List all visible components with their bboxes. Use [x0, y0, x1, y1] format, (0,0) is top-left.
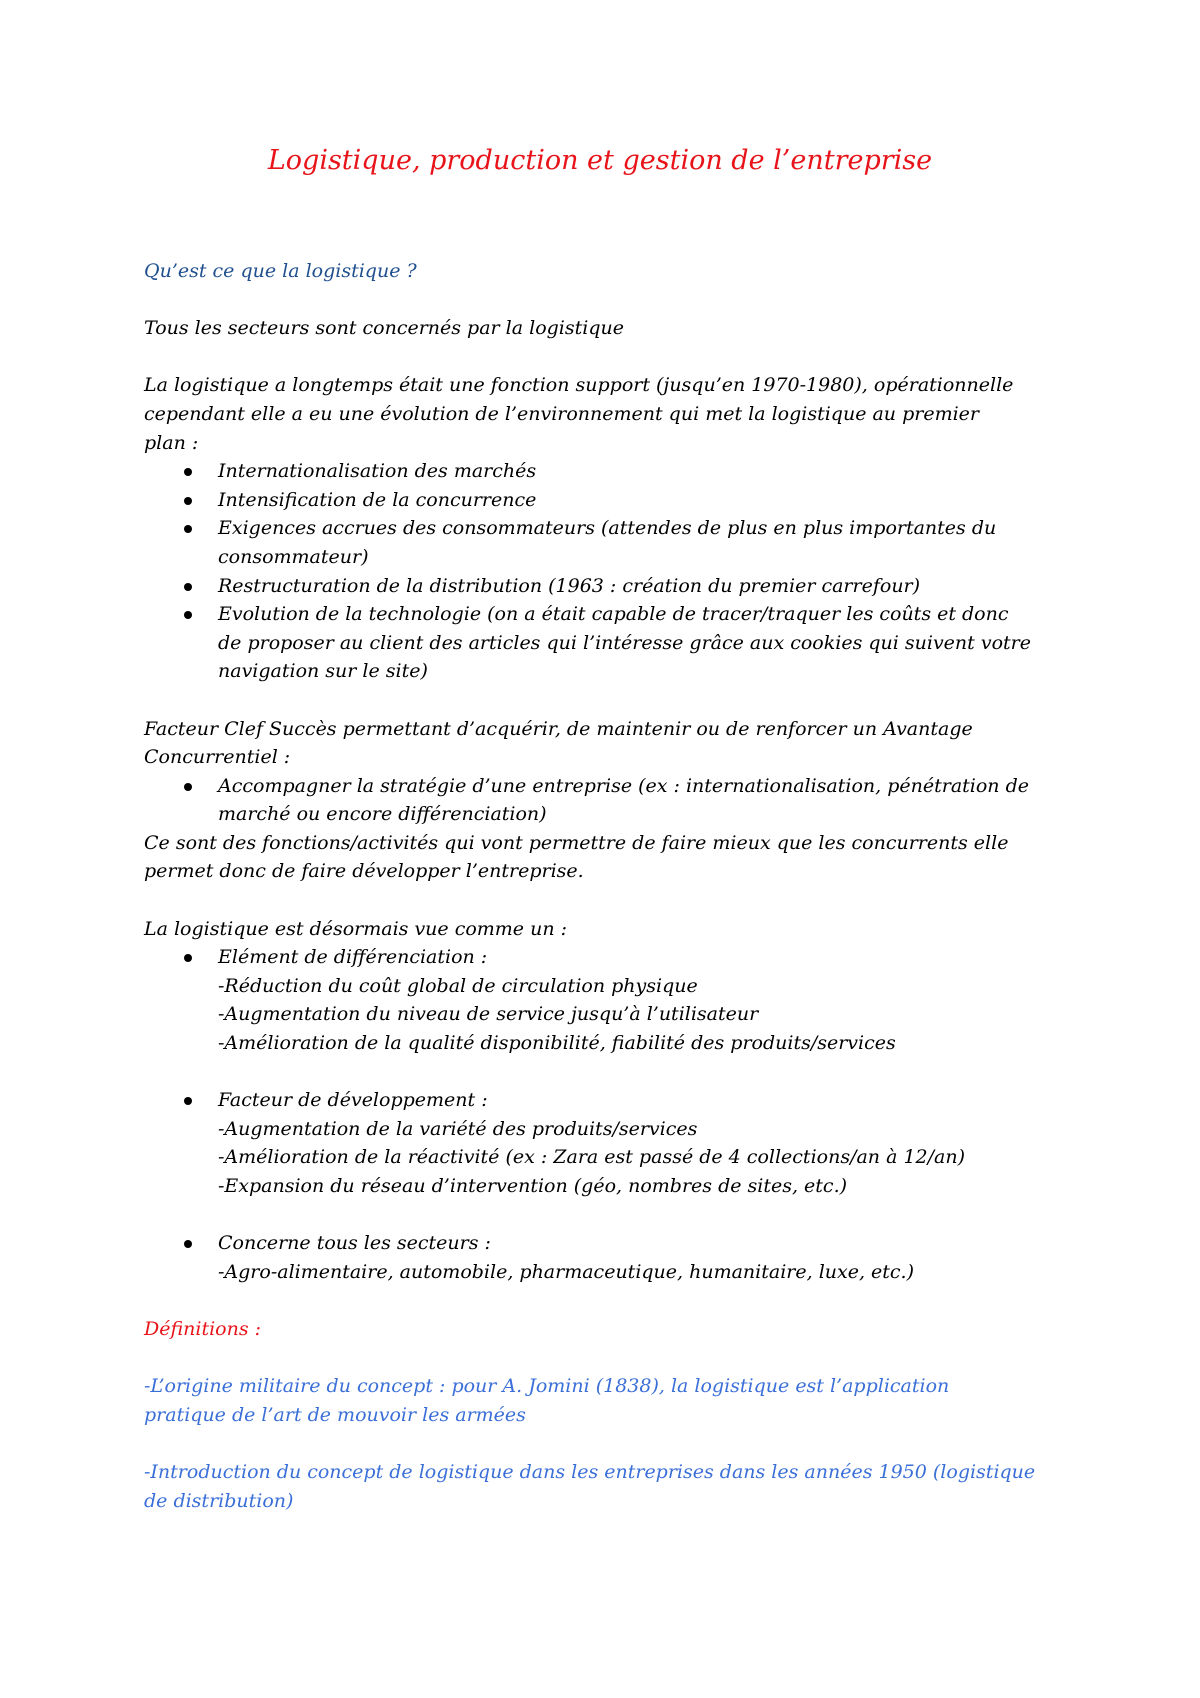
paragraph-support-function: [144, 371, 1074, 457]
evolution-list: [144, 457, 1074, 686]
paragraph-seen-as: La logistique est désormais vue comme un :: [144, 917, 568, 940]
text-line: pratique de l’art de mouvoir les armées: [144, 1403, 526, 1426]
role-list: [144, 943, 1074, 1057]
list-item: [144, 772, 1074, 829]
definition-military-origin: [144, 1372, 1074, 1429]
bullet-icon: [184, 611, 192, 619]
list-item: [144, 514, 1074, 571]
list-item-text: marché ou encore différenciation): [218, 803, 547, 826]
text-line: Facteur Clef Succès permettant d’acquérir, de maintenir ou de renforcer un Avantage: [144, 717, 973, 740]
list-item-label: Concerne tous les secteurs :: [218, 1232, 491, 1255]
list-item-text: Intensification de la concurrence: [218, 488, 537, 511]
bullet-icon: [184, 1240, 192, 1248]
text-line: La logistique a longtemps était une fonction support (jusqu’en 1970-1980), opérationnelle: [144, 374, 1014, 397]
text-line: permet donc de faire développer l’entreprise.: [144, 860, 584, 883]
text-line: plan :: [144, 431, 199, 454]
sub-item: -Expansion du réseau d’intervention (géo, nombres de sites, etc.): [218, 1175, 848, 1197]
list-item: [144, 457, 1074, 486]
section-heading: Qu’est ce que la logistique ?: [144, 260, 417, 282]
list-item: [144, 600, 1074, 686]
list-item-text: Exigences accrues des consommateurs (attendes de plus en plus importantes du: [218, 517, 997, 540]
text-line: de distribution): [144, 1489, 294, 1512]
bullet-icon: [184, 468, 192, 476]
document-title: Logistique, production et gestion de l’entreprise: [267, 145, 933, 176]
sub-item: -Augmentation du niveau de service jusqu’à l’utilisateur: [218, 1003, 759, 1026]
document-body: [144, 257, 1074, 1515]
text-line: -Introduction du concept de logistique dans les entreprises dans les années 1950 (logistique: [144, 1460, 1036, 1483]
text-line: Ce sont des fonctions/activités qui vont permettre de faire mieux que les concurrents elle: [144, 831, 1009, 854]
list-item-text: Internationalisation des marchés: [218, 460, 537, 483]
text-line: -L’origine militaire du concept : pour A. Jomini (1838), la logistique est l’application: [144, 1375, 950, 1398]
list-item-text: de proposer au client des articles qui l’intéresse grâce aux cookies qui suivent votre: [218, 631, 1031, 654]
sub-item: -Amélioration de la réactivité (ex : Zara est passé de 4 collections/an à 12/an): [218, 1146, 965, 1169]
bullet-icon: [184, 1097, 192, 1105]
sub-item: -Agro-alimentaire, automobile, pharmaceutique, humanitaire, luxe, etc.): [218, 1260, 915, 1283]
paragraph-functions: [144, 829, 1074, 886]
bullet-icon: [184, 954, 192, 962]
list-item-text: Restructuration de la distribution (1963 : création du premier carrefour): [218, 574, 921, 597]
paragraph-key-factor: [144, 715, 1074, 772]
definitions-heading: Définitions :: [144, 1317, 262, 1340]
text-line: Concurrentiel :: [144, 746, 291, 769]
role-list: [144, 1229, 1074, 1286]
list-item: [144, 572, 1074, 601]
paragraph-sectors: Tous les secteurs sont concernés par la logistique: [144, 317, 624, 340]
list-item-text: navigation sur le site): [218, 660, 428, 683]
list-item-label: Elément de différenciation :: [218, 946, 488, 969]
bullet-icon: [184, 525, 192, 533]
list-item-text: Evolution de la technologie (on a était capable de tracer/traquer les coûts et donc: [218, 603, 1009, 626]
list-item-sectors: [144, 1229, 1074, 1286]
definition-business-introduction: [144, 1458, 1074, 1515]
role-list: [144, 1086, 1074, 1200]
list-item-text: consommateur): [218, 545, 369, 568]
text-line: cependant elle a eu une évolution de l’environnement qui met la logistique au premier: [144, 402, 979, 425]
list-item: [144, 486, 1074, 515]
sub-item: -Augmentation de la variété des produits/services: [218, 1117, 698, 1140]
list-item-differentiation: [144, 943, 1074, 1057]
sub-item: -Réduction du coût global de circulation physique: [218, 974, 698, 997]
sub-item: -Amélioration de la qualité disponibilité, fiabilité des produits/services: [218, 1032, 896, 1055]
bullet-icon: [184, 497, 192, 505]
list-item-text: Accompagner la stratégie d’une entreprise (ex : internationalisation, pénétration de: [218, 774, 1029, 797]
list-item-development: [144, 1086, 1074, 1200]
bullet-icon: [184, 783, 192, 791]
list-item-label: Facteur de développement :: [218, 1089, 488, 1112]
bullet-icon: [184, 583, 192, 591]
strategy-list: [144, 772, 1074, 829]
